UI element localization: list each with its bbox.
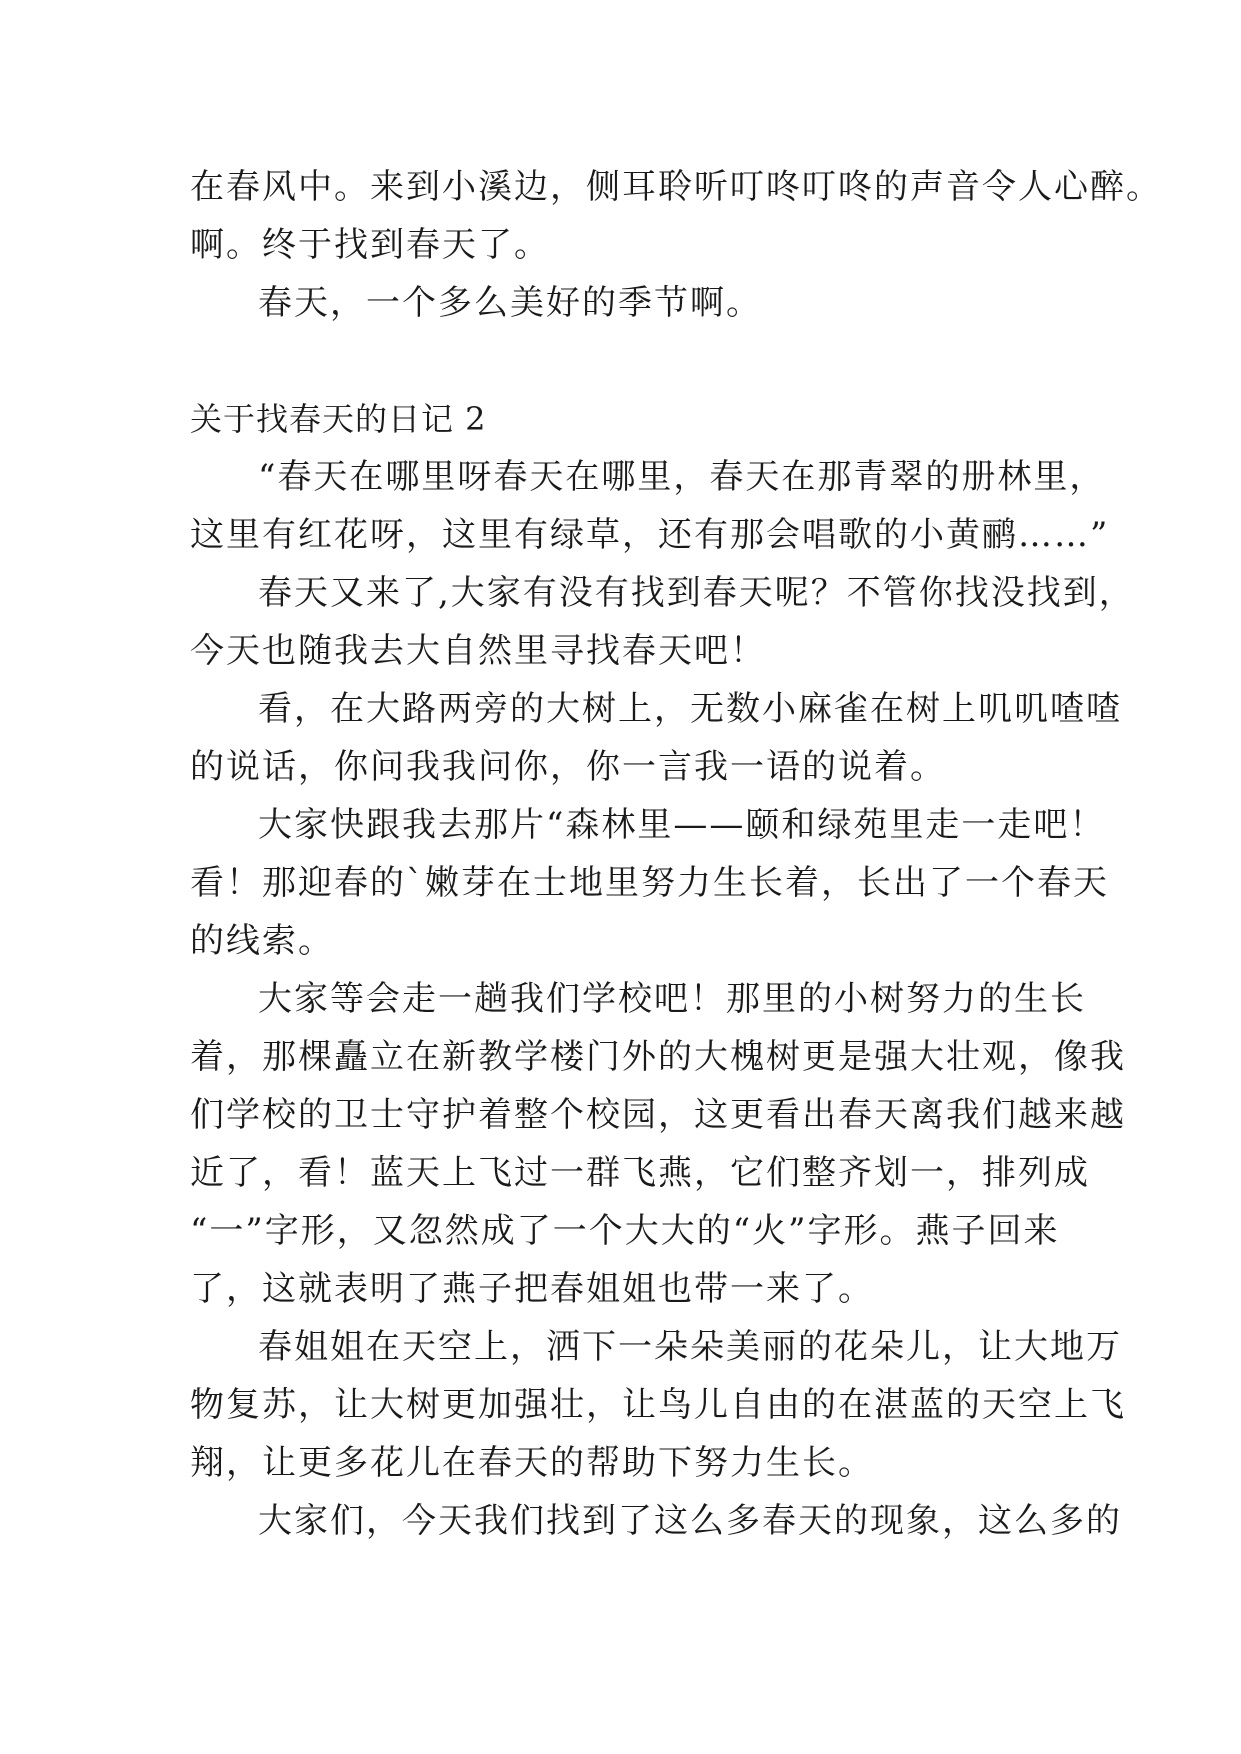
text-line: 物复苏，让大树更加强壮，让鸟儿自由的在湛蓝的天空上飞 — [190, 1385, 1126, 1425]
section-title: 关于找春天的日记 2 — [190, 400, 487, 438]
text-line: 啊。终于找到春天了。 — [190, 225, 550, 265]
text-line: 的线索。 — [190, 921, 334, 961]
text-line: 大家们，今天我们找到了这么多春天的现象，这么多的 — [258, 1501, 1122, 1541]
text-line: 这里有红花呀，这里有绿草，还有那会唱歌的小黄鹂……” — [190, 515, 1110, 555]
text-line: 的说话，你问我我问你，你一言我一语的说着。 — [190, 747, 946, 787]
paragraph — [190, 1318, 1126, 1492]
text-line: 看，在大路两旁的大树上，无数小麻雀在树上叽叽喳喳 — [258, 689, 1122, 729]
text-line: 翔，让更多花儿在春天的帮助下努力生长。 — [190, 1443, 874, 1483]
text-line: 近了，看！蓝天上飞过一群飞燕，它们整齐划一，排列成 — [190, 1153, 1090, 1193]
text-line: 春天又来了,大家有没有找到春天呢？不管你找没找到， — [258, 573, 1135, 613]
text-line: 在春风中。来到小溪边，侧耳聆听叮咚叮咚的声音令人心醉。 — [190, 167, 1162, 207]
paragraph — [190, 564, 1135, 680]
paragraph — [190, 970, 1126, 1318]
paragraph — [190, 680, 1122, 796]
text-line: 看！那迎春的`嫩芽在士地里努力生长着，长出了一个春天 — [190, 863, 1109, 903]
text-line: 着，那棵矗立在新教学楼门外的大槐树更是强大壮观，像我 — [190, 1037, 1126, 1077]
text-line: 了，这就表明了燕子把春姐姐也带一来了。 — [190, 1269, 874, 1309]
text-line: 大家等会走一趟我们学校吧！那里的小树努力的生长 — [258, 979, 1086, 1019]
text-line: 春姐姐在天空上，洒下一朵朵美丽的花朵儿，让大地万 — [258, 1327, 1122, 1367]
paragraph — [190, 1492, 1122, 1550]
text-line: “春天在哪里呀春天在哪里，春天在那青翠的册林里， — [258, 457, 1106, 497]
text-line: 们学校的卫士守护着整个校园，这更看出春天离我们越来越 — [190, 1095, 1126, 1135]
intro-paragraph — [190, 158, 1162, 332]
text-line: “一”字形，又忽然成了一个大大的“火”字形。燕子回来 — [190, 1211, 1060, 1251]
text-line: 春天，一个多么美好的季节啊。 — [258, 283, 762, 323]
paragraph — [190, 448, 1110, 564]
body-text — [190, 448, 1135, 1550]
text-line: 今天也随我去大自然里寻找春天吧！ — [190, 631, 766, 671]
paragraph — [190, 796, 1109, 970]
text-line: 大家快跟我去那片“森林里——颐和绿苑里走一走吧！ — [258, 805, 1106, 845]
